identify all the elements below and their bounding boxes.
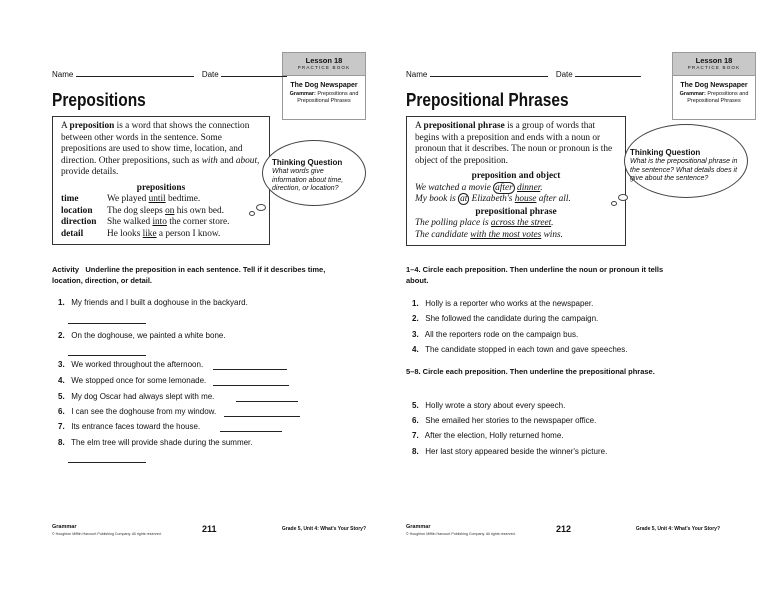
answer-line[interactable] (68, 355, 146, 356)
example-sentence: We watched a movie after dinner. (415, 182, 543, 193)
example-row: direction She walked into the corner store. (61, 217, 230, 227)
exercise-item: 3. All the reporters rode on the campaign bus. (412, 330, 579, 339)
footer-copyright: © Houghton Mifflin Harcourt Publishing Company. All rights reserved. (52, 532, 162, 536)
date-label: Date (201, 70, 219, 79)
definition-box (406, 116, 626, 246)
exercise-item: 7. Its entrance faces toward the house. (58, 422, 201, 431)
instructions-5-8: 5–8. Circle each preposition. Then underline the prepositional phrase. (406, 367, 655, 376)
example-sentence: The polling place is across the street. (415, 218, 554, 228)
example-row: location The dog sleeps on his own bed. (61, 205, 224, 216)
exercise-item: 2. On the doghouse, we painted a white bone. (58, 331, 226, 340)
page-title: Prepositions (52, 90, 146, 110)
lesson-subtitle: PRACTICE BOOK (687, 65, 741, 70)
exercise-item: 6. She emailed her stories to the newspaper office. (412, 416, 597, 425)
lesson-number: Lesson 18 (305, 56, 343, 65)
footer-unit: Grade 5, Unit 4: What's Your Story? (635, 526, 720, 532)
name-date-row (406, 68, 641, 79)
answer-line[interactable] (220, 431, 282, 432)
exercise-item: 3. We worked throughout the afternoon. (58, 360, 204, 369)
activity-instructions: Activity Underline the preposition in each sentence. Tell if it describes time, location, direction, or detail. (52, 265, 326, 285)
example-row: time We played until bedtime. (61, 194, 201, 204)
name-label: Name (52, 70, 74, 79)
date-field[interactable] (221, 68, 287, 77)
lesson-header (673, 53, 755, 76)
story-title: The Dog Newspaper (680, 82, 748, 89)
thought-dot (618, 194, 628, 201)
examples-heading: prepositional phrase (475, 206, 557, 217)
example-row: detail He looks like a person I know. (61, 228, 221, 239)
footer-subject: Grammar (406, 524, 431, 530)
page-title: Prepositional Phrases (406, 90, 569, 110)
lesson-box (672, 52, 756, 120)
lesson-subtitle: PRACTICE BOOK (297, 65, 351, 70)
definition-box (52, 116, 270, 245)
lesson-box (282, 52, 366, 120)
answer-line[interactable] (68, 323, 146, 324)
exercise-item: 4. We stopped once for some lemonade. (58, 376, 207, 385)
thinking-question: Thinking Question What is the prepositional phrase in the sentence? What details does it give about the sentence? (630, 148, 738, 182)
exercise-item: 4. The candidate stopped in each town and gave speeches. (412, 345, 628, 354)
exercise-item: 5. My dog Oscar had always slept with me. (58, 392, 215, 401)
name-date-row (52, 68, 287, 79)
exercise-item: 2. She followed the candidate during the campaign. (412, 314, 599, 323)
example-sentence: My book is at Elizabeth's house after all. (415, 194, 571, 204)
answer-line[interactable] (236, 401, 298, 402)
lesson-topic: Grammar: Prepositions and Prepositional Phrases (289, 91, 359, 104)
date-label: Date (555, 70, 573, 79)
date-field[interactable] (575, 68, 641, 77)
examples-heading: prepositions (136, 182, 186, 193)
name-field[interactable] (76, 68, 194, 77)
lesson-number: Lesson 18 (695, 56, 733, 65)
answer-line[interactable] (224, 416, 300, 417)
exercise-item: 7. After the election, Holly returned home. (412, 431, 564, 440)
exercise-item: 8. The elm tree will provide shade during the summer. (58, 438, 253, 447)
page-number: 212 (556, 524, 572, 534)
thinking-question: Thinking Question What words give information about time, direction, or location? (272, 158, 344, 192)
name-field[interactable] (430, 68, 548, 77)
examples-heading: preposition and object (471, 171, 561, 181)
page-footer (406, 524, 720, 544)
footer-copyright: © Houghton Mifflin Harcourt Publishing Company. All rights reserved. (406, 532, 516, 536)
lesson-topic: Grammar: Prepositions and Prepositional Phrases (679, 91, 749, 104)
exercise-item: 1. My friends and I built a doghouse in the backyard. (58, 298, 248, 307)
definition-text: A prepositional phrase is a group of words that begins with a preposition and ends with a noun or pronoun that it describes. The noun or pronoun is the object of the preposition. (415, 121, 613, 166)
exercise-item: 6. I can see the doghouse from my window. (58, 407, 217, 416)
answer-line[interactable] (213, 369, 287, 370)
thought-dot (611, 201, 617, 206)
footer-subject: Grammar (52, 524, 77, 530)
page-right (384, 0, 768, 594)
footer-unit: Grade 5, Unit 4: What's Your Story? (281, 526, 366, 532)
thought-dot (256, 204, 266, 211)
page-number: 211 (202, 524, 217, 534)
exercise-item: 1. Holly is a reporter who works at the newspaper. (412, 299, 594, 308)
thought-dot (249, 211, 255, 216)
answer-line[interactable] (213, 385, 289, 386)
name-label: Name (406, 70, 428, 79)
page-footer (52, 524, 366, 544)
exercise-item: 5. Holly wrote a story about every speech. (412, 401, 566, 410)
exercise-item: 8. Her last story appeared beside the winner's picture. (412, 447, 608, 456)
definition-text: A preposition is a word that shows the connection between other words in the sentence. Some prepositions are used to show time, location, and direction. Other prepositions, such as with and about, provide details. (61, 121, 260, 177)
story-title: The Dog Newspaper (290, 82, 358, 89)
answer-line[interactable] (68, 462, 146, 463)
example-sentence: The candidate with the most votes wins. (415, 229, 563, 240)
lesson-header (283, 53, 365, 76)
instructions-1-4: 1–4. Circle each preposition. Then underline the noun or pronoun it tells about. (406, 265, 664, 285)
